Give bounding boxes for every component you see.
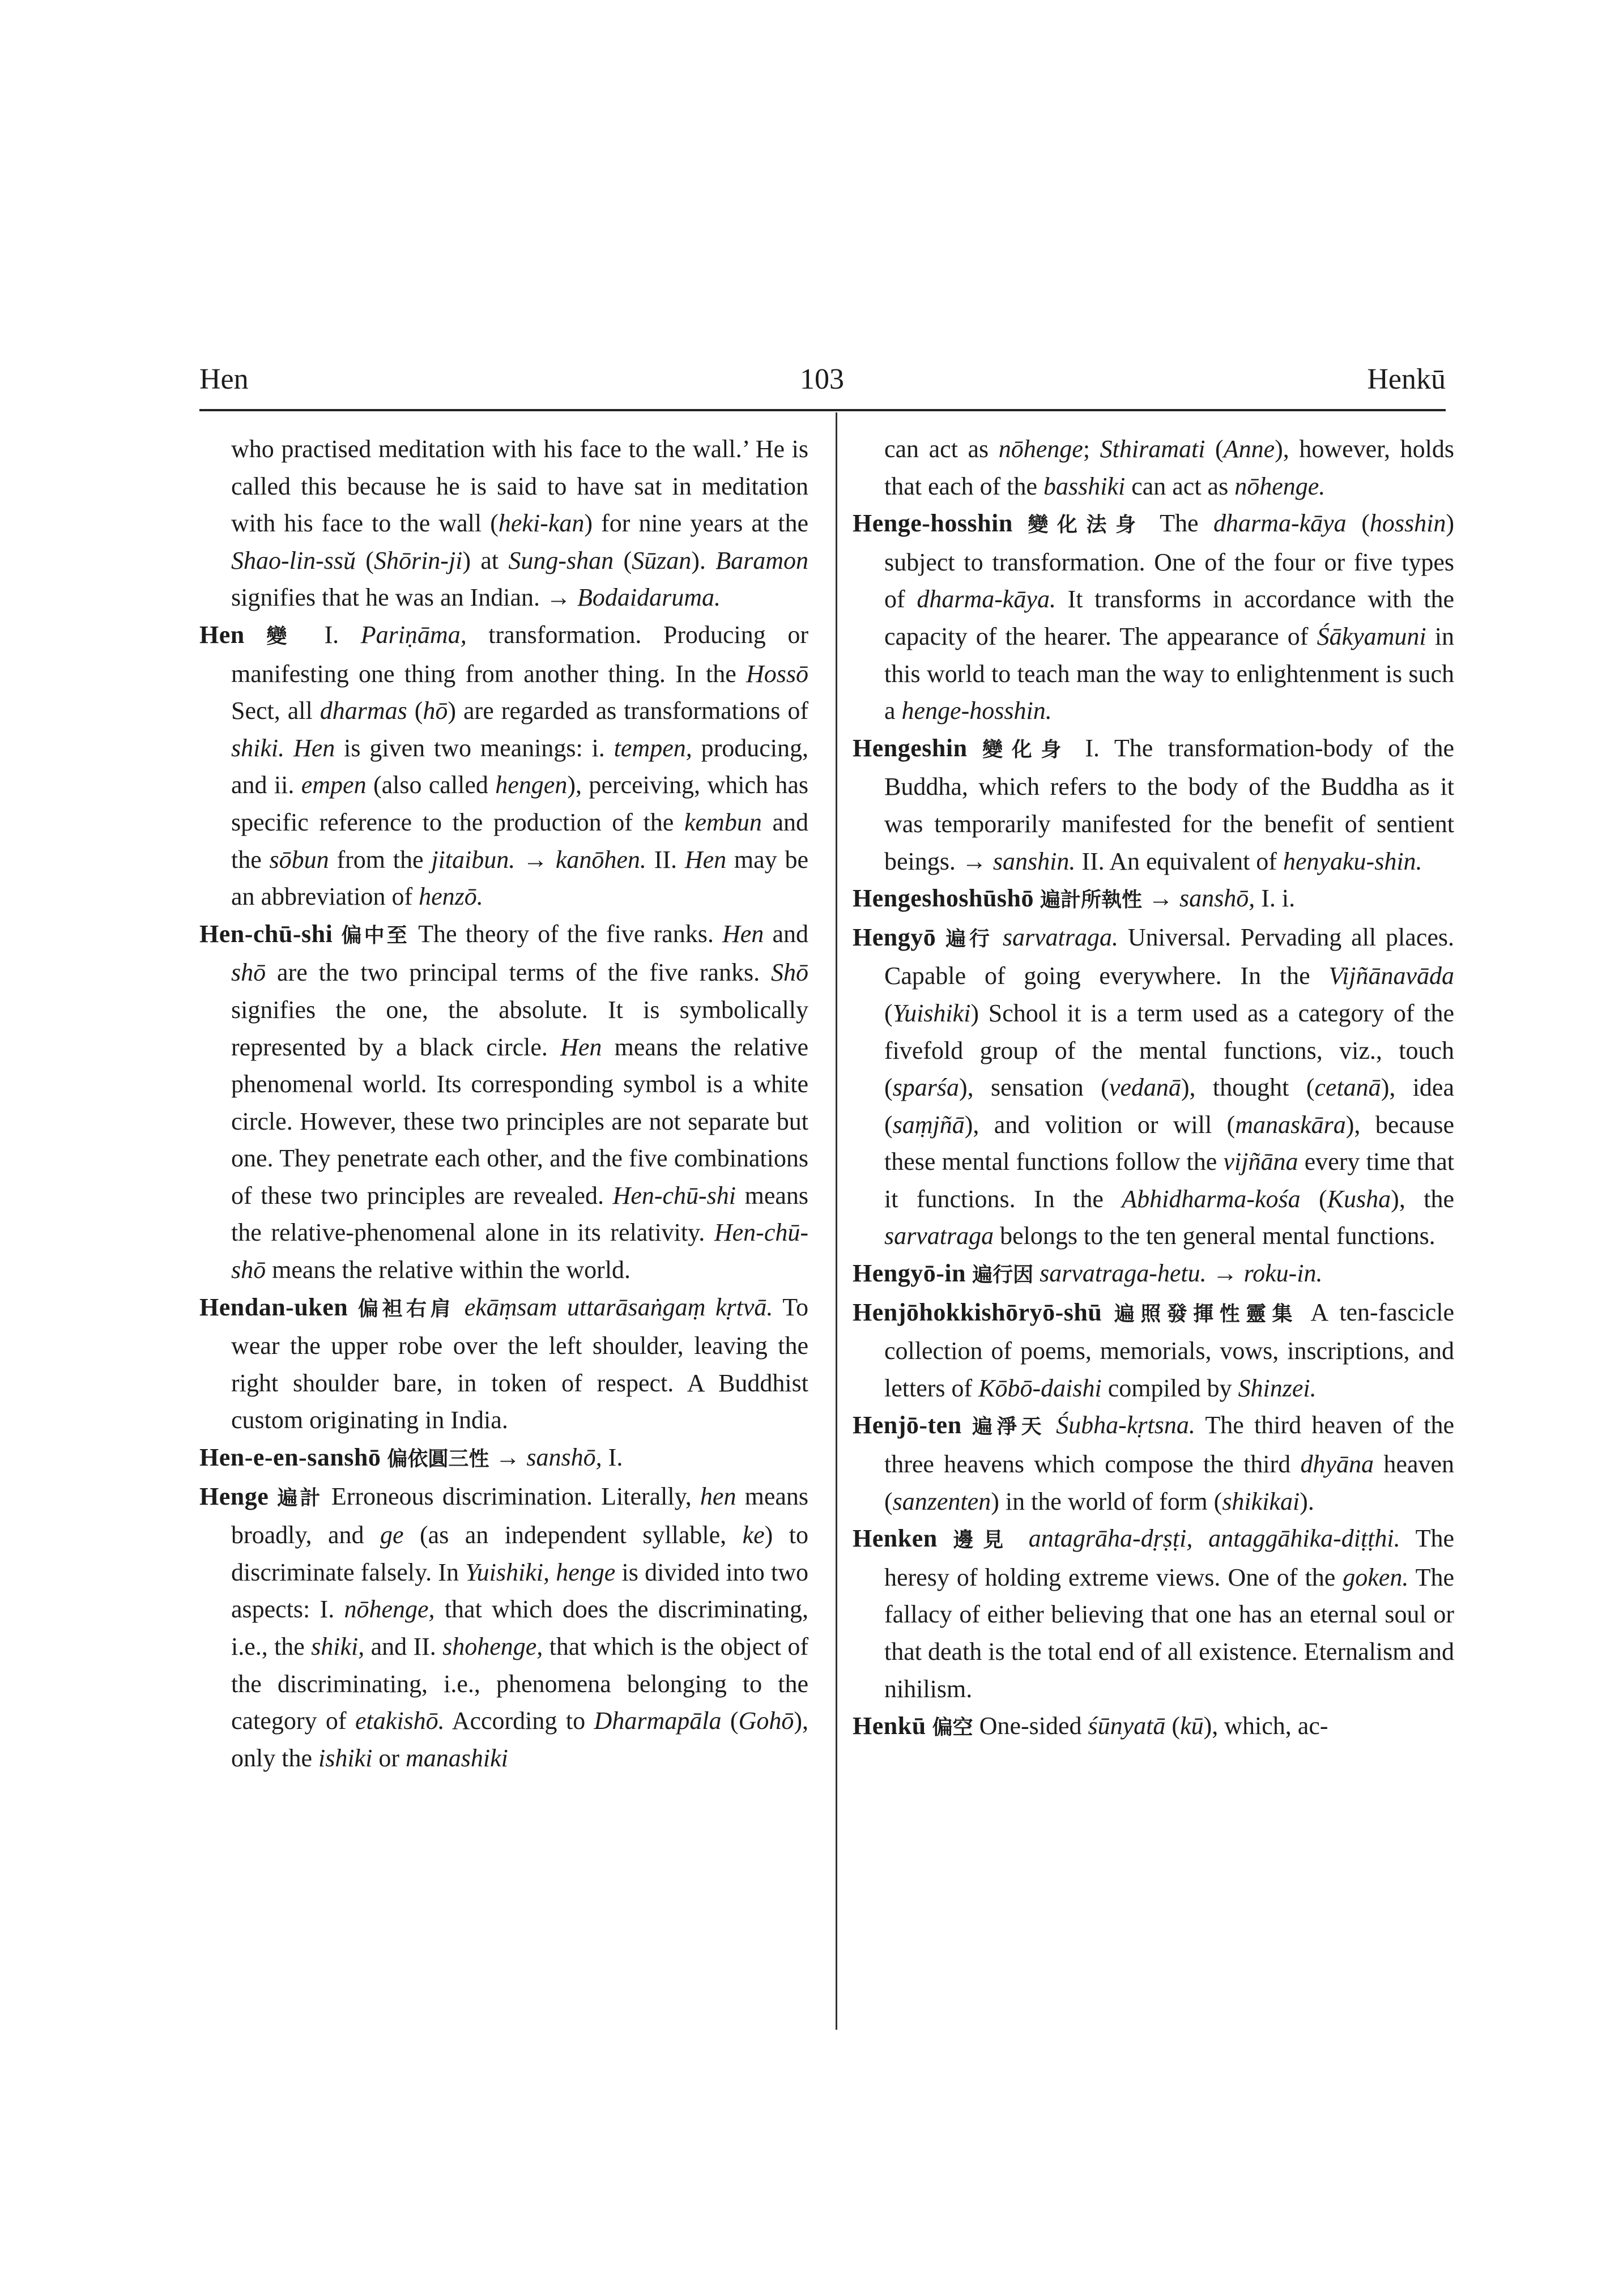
dictionary-entry [853,1255,1454,1294]
italic-term: Hen [722,919,764,948]
italic-term: shikikai [1222,1487,1300,1515]
italic-term: nōhenge [998,435,1083,463]
entry-text: ( [884,999,893,1027]
entry-text: ) are regarded as transformations of [448,697,808,725]
italic-term: ge [380,1521,404,1549]
kanji-term: 偏空 [932,1716,973,1740]
entry-text: ) subject to transformation. One of the four or five types of [884,509,1454,614]
entry-text: or [372,1744,406,1772]
entry-text [993,923,1003,951]
entry-continuation [199,431,808,616]
entry-text: producing, and ii. [231,734,809,799]
italic-term: sarvatraga-hetu. [1040,1259,1207,1288]
italic-term: Kōbō-daishi [978,1374,1102,1402]
italic-term: empen [301,771,367,799]
dictionary-entry [853,505,1454,730]
entry-text [966,1259,972,1287]
entry-text: means the relative-phenomenal alone in its relativity. [231,1181,808,1247]
italic-term: henge-hosshin. [901,697,1052,725]
kanji-term: 遍淨天 [972,1415,1046,1439]
italic-term: dhyāna [1300,1450,1374,1479]
italic-term: Sūzan [632,546,692,574]
italic-term: ekāṃsam uttarāsaṅgaṃ kṛtvā. [464,1293,773,1321]
italic-term: ishiki [318,1744,373,1772]
entry-text: I. [302,620,361,649]
italic-term: Hen [684,845,727,874]
italic-term: Śubha-kṛtsna. [1056,1411,1195,1439]
entry-headword: Henken [853,1524,938,1553]
italic-term: Sthiramati [1100,435,1205,463]
italic-term: cetanā [1314,1074,1381,1102]
italic-term: kū [1180,1712,1204,1740]
entry-text: signifies that he was an Indian. → [231,583,577,612]
italic-term: heki-kan [498,509,585,538]
entry-text [926,1712,932,1740]
entry-headword: Hengeshin [853,734,968,762]
entry-text: ). [691,546,716,574]
entry-headword: Hen [199,620,245,649]
entry-text: ), which, ac- [1203,1712,1328,1740]
entry-text [1046,1411,1056,1439]
dictionary-entry [853,1407,1454,1520]
entry-text [269,1483,277,1510]
entry-text: I. The transformation-body of the Buddha, which refers to the body of the Buddha as it was temporarily manifested for the benefit of sentient beings. → [884,734,1455,875]
entry-text: in this world to teach man the way to enlightenment is such a [884,622,1454,725]
entry-text [348,1293,358,1321]
italic-term: henyaku-shin. [1283,847,1422,875]
italic-term: Vijñānavāda [1328,962,1454,990]
entry-text: To wear the upper robe over the left shoulder, leaving the right shoulder bare, in token of respect. A Buddhist custom originating in India. [231,1293,809,1434]
italic-term: ke [742,1521,765,1549]
entry-text: Universal. Pervading all places. Capable of going everywhere. In the [884,923,1454,990]
entry-text: Sect, all [231,697,320,725]
italic-term: Shao-lin-ssŭ [231,546,356,574]
entry-text: (also called [366,771,496,799]
entry-text: A ten-fascicle collection of poems, memorials, vows, inscriptions, and letters of [884,1298,1454,1402]
italic-term: Bodaidaruma. [577,583,721,612]
entry-text: compiled by [1101,1374,1238,1402]
italic-term: dharmas [320,697,407,725]
entry-text: ( [407,697,423,725]
entry-text [381,1443,387,1471]
entry-text: transformation. Producing or manifesting one thing from another thing. In the [231,620,808,688]
entry-text [938,1524,953,1552]
entry-text: and II. [364,1633,443,1660]
entry-text: ( [614,546,632,574]
dictionary-entry [853,880,1454,919]
kanji-term: 變 [266,624,303,648]
entry-text: is given two meanings: i. [335,734,614,762]
entry-headword: Henjō-ten [853,1411,962,1439]
italic-term: Gohō [738,1707,794,1735]
italic-term: dharma-kāya [1213,509,1347,538]
italic-term: goken. [1343,1563,1409,1591]
entry-text [962,1411,972,1439]
entry-text: The fallacy of either believing that one has an eternal soul or that death is the total end of all existence. Eternalism and nihilism. [884,1563,1454,1703]
italic-term: sarvatraga [884,1222,994,1250]
italic-term: nōhenge, [344,1595,435,1624]
italic-term: roku-in. [1243,1259,1323,1288]
entry-text: Erroneous discrimination. Literally, [322,1482,700,1510]
dictionary-entry [199,1439,808,1478]
entry-text: can act as [1125,472,1235,500]
entry-text: may be an abbreviation of [231,845,808,911]
entry-text: are the two principal terms of the five ranks. [266,959,771,987]
kanji-term: 變化身 [982,738,1070,761]
entry-headword: Hen-e-en-sanshō [199,1443,381,1472]
italic-term: sanzenten [892,1487,991,1515]
italic-term: henzō. [419,883,483,911]
entry-text: II. An equivalent of [1075,847,1283,875]
entry-headword: Hengyō [853,923,936,951]
kanji-term: 遍照發揮性靈集 [1114,1302,1298,1326]
entry-text: signifies the one, the absolute. It is symbolically represented by a black circle. [231,995,808,1061]
dictionary-entry [853,730,1454,880]
entry-text: ( [1300,1185,1327,1213]
entry-continuation [853,431,1454,505]
italic-term: basshiki [1043,472,1126,500]
kanji-term: 變化法身 [1028,513,1145,537]
italic-term: Shō [771,959,808,987]
italic-term: Anne [1223,435,1275,463]
entry-text: ( [1205,435,1224,463]
header-rule [199,409,1446,411]
kanji-term: 遍計 [277,1486,323,1510]
dictionary-entry [853,1520,1454,1707]
italic-term: sanshō, [526,1443,602,1472]
italic-term: henge [556,1558,616,1586]
entry-text: ), only the [231,1707,808,1772]
entry-text: II. [646,845,685,874]
italic-term: dharma-kāya. [917,585,1056,614]
italic-term: vijñāna [1223,1148,1298,1176]
entry-headword: Henjōhokkishōryō-shū [853,1298,1102,1326]
entry-text: The heresy of holding extreme views. One of the [884,1524,1455,1591]
header-left-guide-word: Hen [199,363,249,395]
dictionary-entry [199,915,808,1289]
entry-headword: Hengyō-in [853,1259,966,1288]
entry-text: → [489,1443,527,1472]
entry-headword: Hendan-uken [199,1293,348,1321]
entry-text: ) to discriminate falsely. In [231,1521,808,1586]
entry-text: ), because these mental functions follow the [884,1110,1454,1176]
entry-text: ( [1165,1712,1181,1740]
italic-term: manashiki [405,1744,508,1772]
entry-text: ), however, holds that each of the [884,435,1454,500]
italic-term: manaskāra [1235,1110,1346,1139]
header-right-guide-word: Henkū [1367,363,1446,395]
entry-headword: Henkū [853,1712,926,1740]
entry-text: ), thought ( [1181,1074,1315,1102]
kanji-term: 偏中至 [341,923,410,947]
entry-text: According to [444,1707,594,1735]
entry-text: → [1206,1259,1244,1288]
dictionary-entry [199,1289,808,1439]
column-divider [836,412,837,2030]
entry-text: ) at [462,546,509,574]
entry-text [968,734,983,762]
entry-text [936,923,945,951]
dictionary-entry [853,919,1454,1255]
entry-headword: Henge [199,1482,269,1510]
entry-text [1102,1298,1114,1326]
entry-text [245,621,267,649]
italic-term: Kusha [1327,1185,1391,1213]
dictionary-entry [199,616,808,915]
right-column [853,431,1454,1747]
italic-term: nōhenge. [1234,472,1326,500]
italic-term: kanōhen. [555,845,646,874]
entry-text: can act as [884,435,999,463]
kanji-term: 遍行因 [972,1263,1034,1287]
entry-text: (as an independent syllable, [403,1521,743,1549]
italic-term: sōbun [269,845,329,874]
italic-term: Hen [293,734,335,762]
entry-text [1034,884,1040,912]
dictionary-entry [199,1478,808,1777]
italic-term: hosshin [1369,509,1446,538]
italic-term: Yuishiki, [465,1558,550,1586]
italic-term: saṃjñā [892,1110,965,1139]
italic-term: Hen-chū-shi [612,1181,736,1209]
italic-term: vedanā [1109,1074,1181,1102]
italic-term: shō [231,959,266,987]
entry-text: ( [721,1707,739,1735]
italic-term: tempen, [614,734,692,762]
entry-text: means the relative phenomenal world. Its corresponding symbol is a white circle. However, these two principles are not separate but one. They penetrate each other, and the five combinations of these two principles are revealed. [231,1033,808,1209]
italic-term: sanshō, [1179,884,1255,913]
entry-text: ( [356,546,374,574]
italic-term: etakishō. [355,1707,445,1735]
italic-term: shiki, [311,1633,365,1660]
entry-text: I. i. [1255,884,1296,913]
italic-term: sparśa [892,1074,960,1102]
italic-term: jitaibun. [431,845,516,874]
running-header [199,363,1446,408]
entry-text: means broadly, and [231,1482,808,1549]
italic-term: Shōrin-ji [373,546,463,574]
italic-term: shohenge, [442,1633,543,1660]
entry-text: The theory of the five ranks. [409,919,722,948]
italic-term: sanshin. [992,847,1076,875]
entry-text: that which is the object of the discriminating, i.e., phenomena belonging to the category of [231,1633,808,1735]
entry-text: ), idea ( [884,1074,1454,1139]
entry-text: I. [602,1443,623,1472]
entry-text: ), perceiving, which has specific reference to the production of the [231,771,808,836]
entry-text: heaven ( [884,1450,1454,1515]
entry-headword: Hen-chū-shi [199,919,333,948]
italic-term: Shinzei. [1238,1374,1317,1402]
kanji-term: 遍計所執性 [1040,888,1143,912]
entry-text [1013,1524,1029,1552]
italic-term: Hossō [746,659,808,688]
entry-text: One-sided [973,1712,1088,1740]
italic-term: shiki. [231,734,285,762]
entry-headword: Henge-hosshin [853,509,1013,538]
entry-text: and the [231,808,809,874]
italic-term: Pariṇāma, [360,620,467,649]
entry-text [549,1558,556,1586]
italic-term: hen [700,1482,736,1510]
italic-term: hengen [495,771,568,799]
entry-text: ), and volition or will ( [964,1110,1236,1139]
entry-text: ( [1346,509,1370,538]
entry-text: is divided into two aspects: I. [231,1558,808,1624]
italic-term: Baramon [715,546,808,574]
entry-text: every time that it functions. In the [884,1148,1454,1213]
italic-term: Sung-shan [508,546,614,574]
entry-text [454,1293,465,1321]
entry-text: and [764,919,808,948]
entry-text: The third heaven of the three heavens which compose the third [884,1411,1454,1479]
entry-text: ; [1083,435,1100,463]
kanji-term: 偏袒右肩 [357,1297,455,1320]
italic-term: kembun [684,808,762,836]
italic-term: sarvatraga. [1002,923,1118,951]
entry-text: The [1144,509,1214,538]
entry-text: ), the [1391,1185,1454,1213]
italic-term: Hen [560,1033,602,1061]
kanji-term: 遍行 [945,927,993,951]
entry-text: means the relative within the world. [266,1256,631,1284]
left-column [199,431,808,1777]
italic-term: Śākyamuni [1317,622,1426,650]
entry-text: ), sensation ( [959,1074,1109,1102]
entry-text: ) School it is a term used as a category of the fivefold group of the mental functions, viz., touch ( [884,999,1454,1102]
kanji-term: 邊見 [953,1528,1013,1552]
kanji-term: 偏依圓三性 [387,1447,489,1471]
entry-text: It transforms in accordance with the capacity of the hearer. The appearance of [884,585,1455,650]
italic-term: Dharmapāla [594,1707,722,1735]
dictionary-entry [853,1294,1454,1407]
italic-term: antagrāha-dṛṣṭi, antaggāhika-diṭṭhi. [1028,1524,1400,1553]
italic-term: Yuishiki [892,999,971,1027]
entry-text [284,734,293,762]
entry-text: → [1142,884,1180,913]
italic-term: hō [423,697,448,725]
italic-term: Abhidharma-kośa [1122,1185,1301,1213]
entry-text: belongs to the ten general mental functions. [994,1222,1435,1250]
entry-text [1013,509,1028,537]
entry-text: ) in the world of form ( [991,1487,1222,1515]
entry-text [1033,1259,1040,1287]
entry-text: who practised meditation with his face to the wall.’ He is called this because he is said to have sat in meditation with his face to the wall ( [231,435,808,538]
dictionary-entry [853,1707,1454,1747]
entry-text: ). [1300,1487,1314,1515]
entry-headword: Hengeshoshūshō [853,884,1034,913]
entry-text: from the [329,845,432,874]
entry-text: → [515,845,556,874]
entry-text [333,920,341,948]
entry-text: ) for nine years at the [584,509,808,538]
page-number: 103 [800,363,844,395]
italic-term: Hen-chū-shō [231,1219,808,1284]
entry-text: that which does the discriminating, i.e., the [231,1595,808,1660]
italic-term: śūnyatā [1088,1712,1166,1740]
